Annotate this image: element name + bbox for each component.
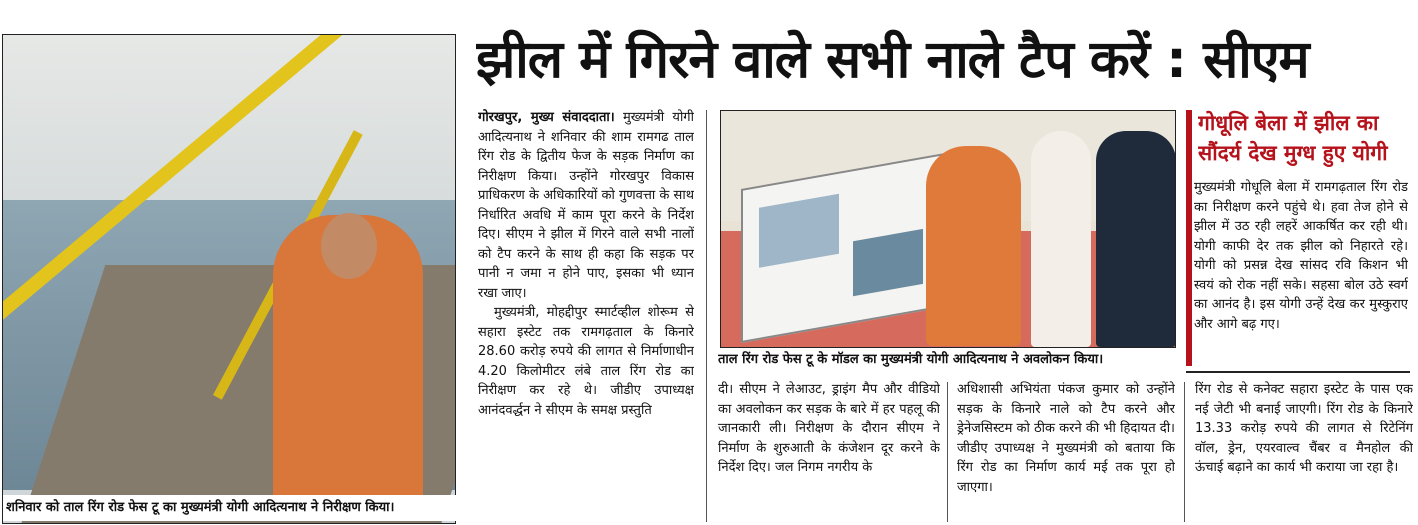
headline: झील में गिरने वाले सभी नाले टैप करें : सीएम (476, 30, 1309, 90)
model-review-photo-caption: ताल रिंग रोड फेस टू के मॉडल का मुख्यमंत्री योगी आदित्यनाथ ने अवलोकन किया। (718, 352, 1104, 367)
article-paragraph-2: मुख्यमंत्री, मोहद्दीपुर स्मार्टव्हील शोरूम से सहारा इस्टेट तक रामगढ़ताल के किनारे 28.60 करोड़ रुपये की लागत से निर्माणाधीन 4.20 किलोमीटर लंबे ताल रिंग रोड का निरीक्षण कर रहे थे। जीडीए उपाध्यक्ष आनंदवर्द्धन ने सीएम के समक्ष प्रस्तुति (478, 305, 694, 418)
sidebar-accent-bar (1186, 110, 1192, 366)
dateline: गोरखपुर, मुख्य संवाददाता। (478, 110, 615, 125)
sidebar-title: गोधूलि बेला में झील का सौंदर्य देख मुग्ध हुए योगी (1198, 111, 1388, 165)
sidebar-divider (1186, 371, 1410, 373)
article-paragraph-1: मुख्यमंत्री योगी आदित्यनाथ ने शनिवार की शाम रामगढ ताल रिंग रोड के द्वितीय फेज के सड़क निर्माण का निरीक्षण किया। उन्होंने गोरखपुर विकास प्राधिकरण के अधिकारियों को गुणवत्ता के साथ निर्धारित अवधि में काम पूरा करने के निर्देश दिए। सीएम ने झील में गिरने वाले सभी नालों को टैप करने के साथ ही कहा कि सड़क पर पानी न जमा न होने पाए, इसका भी ध्यान रखा जाए। (478, 110, 694, 301)
sidebar-body: मुख्यमंत्री गोधूलि बेला में रामगढ़ताल रिंग रोड का निरीक्षण करने पहुंचे थे। हवा तेज होने से झील में उठ रही लहरें आकर्षित कर रही थी। योगी काफी देर तक झील को निहारते रहे। योगी को प्रसन्न देख सांसद रवि किशन भी स्वयं को रोक नहीं सके। सहसा बोल उठे स्वर्ग का आनंद है। इस योगी उन्हें देख कर मुस्कुराए और आगे बढ़ गए। (1194, 180, 1408, 332)
article-column-2: दी। सीएम ने लेआउट, ड्राइंग मैप और वीडियो का अवलोकन कर सड़क के बारे में हर पहलू की जानकारी ली। निरीक्षण के दौरान सीएम ने निर्माण के शुरुआती के कंजेशन दूर करने के निर्देश दिए। जल निगम नगरीय के (718, 382, 940, 475)
article-column-3: अधिशासी अभियंता पंकज कुमार को उन्होंने सड़क के किनारे नाले को टैप करने और ड्रेनेजसिस्टम को ठीक करने की भी हिदायत दी। जीडीए उपाध्यक्ष ने मुख्यमंत्री को बताया कि रिंग रोड का निर्माण कार्य मई तक पूरा हो जाएगा। (957, 382, 1175, 495)
inspection-photo-caption: शनिवार को ताल रिंग रोड फेस टू का मुख्यमंत्री योगी आदित्यनाथ ने निरीक्षण किया। (3, 495, 456, 521)
article-column-4: रिंग रोड से कनेक्ट सहारा इस्टेट के पास एक नई जेटी भी बनाई जाएगी। रिंग रोड के किनारे 13.33 करोड़ रुपये की लागत से रिटेनिंग वॉल, ड्रेन, एयरवाल्व चैंबर व मैनहोल की ऊंचाई बढ़ाने का कार्य भी कराया जा रहा है। (1195, 382, 1413, 475)
inspection-photo (2, 34, 456, 524)
article-column-1 (478, 108, 694, 522)
model-review-photo (720, 110, 1176, 348)
